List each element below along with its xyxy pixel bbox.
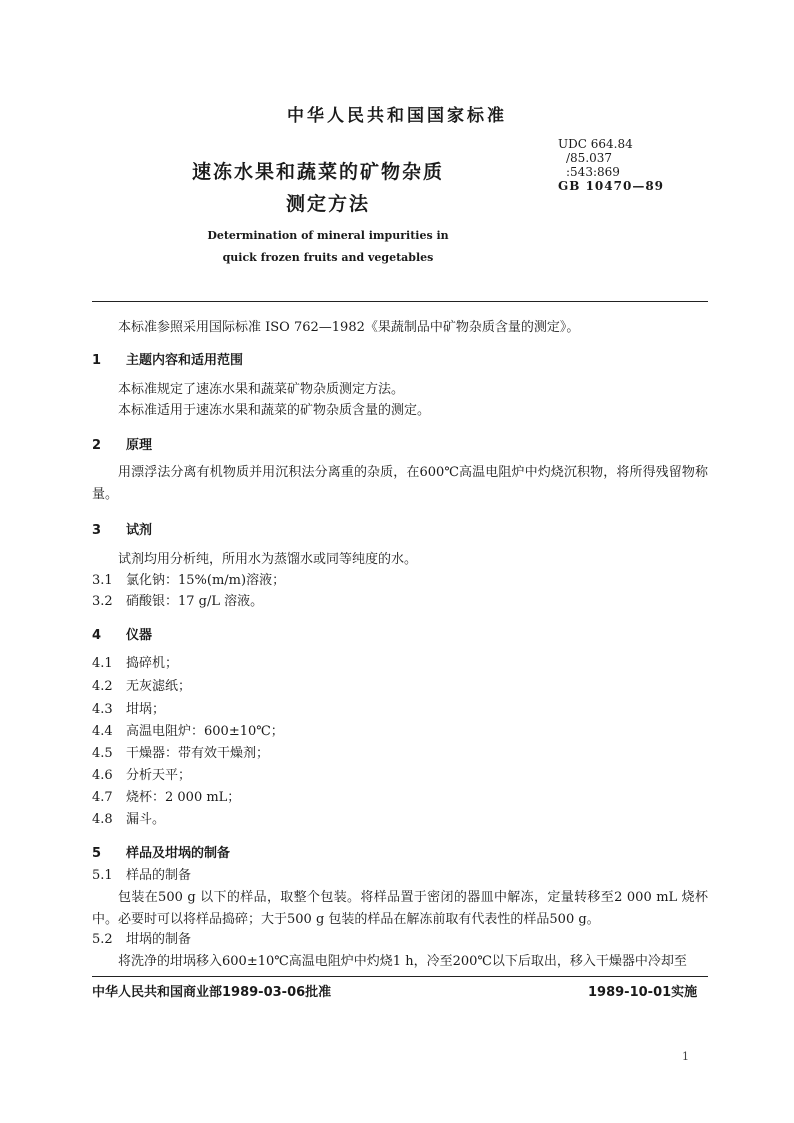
item-number: 3.1 [92,573,113,588]
list-item [92,722,284,742]
item-text: 无灰滤纸； [126,679,192,694]
item-text: 干燥器：带有效干燥剂； [126,746,270,761]
item-number: 3.2 [92,594,113,609]
list-item [92,654,178,674]
item-text: 硝酸银：17 g/L 溶液。 [126,594,264,609]
subsection-5-1-heading [92,866,191,886]
english-title-line-1: Determination of mineral impurities in [207,229,449,242]
footer-divider [92,976,708,977]
udc-code-3: :543:869 [566,165,620,179]
list-item [92,810,165,830]
implementation-date: 1989-10-01实施 [588,985,698,1000]
udc-code: UDC 664.84 [558,137,633,151]
section-1-line-2: 本标准适用于速冻水果和蔬菜的矿物杂质含量的测定。 [118,403,431,418]
subsection-5-2-heading [92,930,191,950]
item-text: 烧杯：2 000 mL； [126,790,241,805]
list-item [92,592,263,612]
item-text: 氯化钠：15%(m/m)溶液； [126,573,286,588]
title-line-2: 测定方法 [286,193,371,215]
section-title: 主题内容和适用范围 [126,353,244,368]
item-text: 漏斗。 [126,812,166,827]
item-number: 4.6 [92,768,113,783]
list-item [92,744,269,764]
section-number: 1 [92,353,102,368]
section-title: 原理 [126,438,153,453]
subsection-5-2-text: 将洗净的坩埚移入600±10℃高温电阻炉中灼烧1 h，冷至200℃以下后取出，移入干燥器中冷却至 [118,954,687,969]
section-1-line-1: 本标准规定了速冻水果和蔬菜矿物杂质测定方法。 [118,382,405,397]
section-number: 5 [92,846,102,861]
section-3-text: 试剂均用分析纯，所用水为蒸馏水或同等纯度的水。 [118,552,418,567]
approval-line: 中华人民共和国商业部1989-03-06批准 [92,985,332,1000]
section-3-heading [92,519,152,538]
list-item [92,571,285,591]
subsection-5-1-text: 包装在500 g 以下的样品，取整个包装。将样品置于密闭的器皿中解冻，定量转移至2 000 mL 烧杯中。必要时可以将样品捣碎；大于500 g 包装的样品在解冻前取有代表性的样品500 g。 [92,890,708,927]
item-text: 高温电阻炉：600±10℃； [126,724,284,739]
gb-number: GB 10470—89 [558,179,665,193]
subsection-title: 坩埚的制备 [126,932,192,947]
title-line-1: 速冻水果和蔬菜的矿物杂质 [192,161,445,183]
issuing-authority: 中华人民共和国国家标准 [287,106,507,126]
subsection-title: 样品的制备 [126,868,192,883]
item-number: 4.4 [92,724,113,739]
list-item [92,700,165,720]
section-5-heading [92,842,230,861]
section-title: 仪器 [126,628,153,643]
section-4-heading [92,624,152,643]
item-text: 坩埚； [126,702,166,717]
section-number: 2 [92,438,102,453]
intro-text: 本标准参照采用国际标准 ISO 762—1982《果蔬制品中矿物杂质含量的测定》。 [118,320,580,335]
section-title: 试剂 [126,523,153,538]
list-item [92,766,191,786]
section-1-heading [92,349,243,368]
list-item [92,788,240,808]
section-2-text: 用漂浮法分离有机物质并用沉积法分离重的杂质，在600℃高温电阻炉中灼烧沉积物，将所得残留物称量。 [92,465,708,502]
english-title-line-2: quick frozen fruits and vegetables [222,251,434,264]
section-title: 样品及坩埚的制备 [126,846,231,861]
item-number: 5.2 [92,932,113,947]
page-number: 1 [682,1050,689,1063]
section-number: 4 [92,628,102,643]
item-number: 5.1 [92,868,113,883]
item-number: 4.5 [92,746,113,761]
section-2-heading [92,434,152,453]
item-number: 4.3 [92,702,113,717]
udc-code-2: /85.037 [566,151,613,165]
section-number: 3 [92,523,102,538]
item-number: 4.1 [92,656,113,671]
item-number: 4.7 [92,790,113,805]
item-text: 捣碎机； [126,656,179,671]
header-divider [92,301,708,302]
item-number: 4.2 [92,679,113,694]
item-text: 分析天平； [126,768,192,783]
list-item [92,677,191,697]
item-number: 4.8 [92,812,113,827]
